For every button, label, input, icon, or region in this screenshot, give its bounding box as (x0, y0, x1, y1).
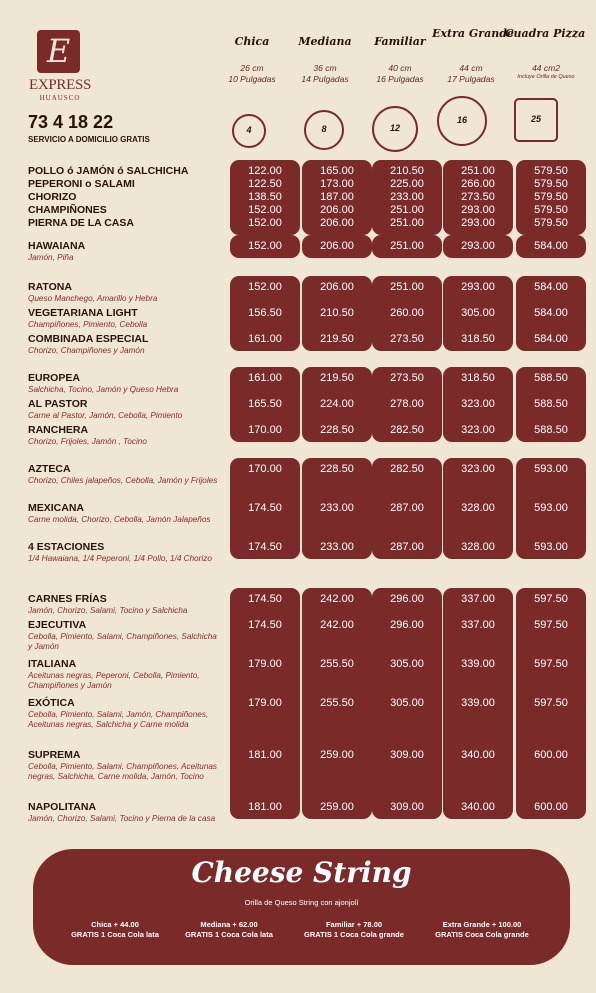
pizza-ingredients: Cebolla, Pimiento, Salami, Champiñones, Salchicha y Jamón (28, 632, 217, 651)
price-value: 579.50 (534, 178, 568, 190)
price-value: 584.00 (534, 307, 568, 319)
price-value: 339.00 (461, 697, 495, 709)
price-value: 224.00 (320, 398, 354, 410)
price-value: 588.50 (534, 424, 568, 436)
price-value: 273.50 (390, 333, 424, 345)
price-value: 600.00 (534, 749, 568, 761)
pizza-ingredients: Carne al Pastor, Jamón, Cebolla, Pimiento (28, 411, 183, 420)
pizza-name: MEXICANA (28, 502, 85, 514)
price-value: 588.50 (534, 398, 568, 410)
price-value: 282.50 (390, 424, 424, 436)
price-value: 328.00 (461, 541, 495, 553)
price-value: 337.00 (461, 593, 495, 605)
price-value: 296.00 (390, 619, 424, 631)
price-value: 318.50 (461, 372, 495, 384)
phone-number: 73 4 18 22 (28, 112, 114, 132)
pizza-name: POLLO ó JAMÓN ó SALCHICHA (28, 165, 189, 177)
price-value: 174.50 (248, 593, 282, 605)
price-value: 584.00 (534, 333, 568, 345)
size-dims-familiar: 40 cm 16 Pulgadas (376, 63, 424, 84)
pizza-slices-icon: 16 (437, 96, 487, 146)
pizza-name: RANCHERA (28, 424, 89, 436)
price-value: 305.00 (390, 658, 424, 670)
price-value: 210.50 (320, 307, 354, 319)
pizza-ingredients: Chorizo, Champiñones y Jamón (28, 346, 145, 355)
price-value: 309.00 (390, 749, 424, 761)
price-value: 273.50 (461, 191, 495, 203)
price-value: 593.00 (534, 502, 568, 514)
delivery-service: SERVICIO A DOMICILIO GRATIS (28, 135, 150, 144)
pizza-slices-icon: 8 (304, 110, 344, 150)
pizza-name: EUROPEA (28, 372, 80, 384)
pizza-name: AZTECA (28, 463, 71, 475)
price-value: 328.00 (461, 502, 495, 514)
price-value: 287.00 (390, 541, 424, 553)
pizza-name: CARNES FRÍAS (28, 593, 107, 605)
price-value: 179.00 (248, 697, 282, 709)
price-value: 219.50 (320, 333, 354, 345)
pizza-name: CHAMPIÑONES (28, 204, 107, 216)
price-value: 170.00 (248, 463, 282, 475)
price-value: 161.00 (248, 333, 282, 345)
price-value: 228.50 (320, 463, 354, 475)
pizza-name: EJECUTIVA (28, 619, 87, 631)
pizza-name: COMBINADA ESPECIAL (28, 333, 149, 345)
price-value: 165.00 (320, 165, 354, 177)
price-value: 179.00 (248, 658, 282, 670)
price-value: 225.00 (390, 178, 424, 190)
price-value: 233.00 (320, 541, 354, 553)
price-value: 323.00 (461, 463, 495, 475)
price-value: 206.00 (320, 217, 354, 229)
price-value: 323.00 (461, 398, 495, 410)
cheese-option-familiar: Familiar + 78.00 GRATIS 1 Coca Cola grande (304, 920, 404, 939)
square-pizza-icon: 25 (514, 98, 558, 142)
pizza-name: VEGETARIANA LIGHT (28, 307, 138, 319)
pizza-ingredients: Champiñones, Pimiento, Cebolla (28, 320, 148, 329)
price-value: 259.00 (320, 749, 354, 761)
price-value: 152.00 (248, 217, 282, 229)
price-value: 293.00 (461, 281, 495, 293)
brand-logo: E (37, 30, 80, 73)
price-value: 579.50 (534, 165, 568, 177)
price-value: 305.00 (461, 307, 495, 319)
pizza-name: ITALIANA (28, 658, 77, 670)
pizza-name: EXÓTICA (28, 697, 75, 709)
pizza-name: HAWAIANA (28, 240, 86, 252)
pizza-name: 4 ESTACIONES (28, 541, 105, 553)
size-header-cuadra-pizza: Cuadra Pizza (504, 27, 586, 40)
size-dims-cuadra-pizza: 44 cm2 Incluye Orilla de Queso (517, 63, 575, 80)
price-value: 228.50 (320, 424, 354, 436)
price-value: 584.00 (534, 281, 568, 293)
pizza-name: CHORIZO (28, 191, 77, 203)
size-header-familiar: Familiar (374, 35, 426, 48)
size-header-mediana: Mediana (298, 35, 352, 48)
pizza-ingredients: Carne molida, Chorizo, Cebolla, Jamón Jalapeños (28, 515, 211, 524)
price-value: 339.00 (461, 658, 495, 670)
price-value: 266.00 (461, 178, 495, 190)
brand-subname: HUAUSCO (39, 94, 81, 102)
pizza-ingredients: Jamón, Piña (28, 253, 74, 262)
price-value: 138.50 (248, 191, 282, 203)
price-value: 588.50 (534, 372, 568, 384)
price-value: 309.00 (390, 801, 424, 813)
price-value: 337.00 (461, 619, 495, 631)
pizza-ingredients: 1/4 Hawaiana, 1/4 Peperoni, 1/4 Pollo, 1/4 Chorizo (28, 554, 212, 563)
size-header-extra-grande: Extra Grande (432, 27, 514, 40)
price-value: 593.00 (534, 541, 568, 553)
price-value: 251.00 (390, 217, 424, 229)
price-value: 251.00 (390, 281, 424, 293)
pizza-ingredients: Jamón, Chorizo, Salami, Tocino y Salchicha (28, 606, 188, 615)
cheese-option-chica: Chica + 44.00 GRATIS 1 Coca Cola lata (71, 920, 159, 939)
price-value: 293.00 (461, 204, 495, 216)
price-value: 282.50 (390, 463, 424, 475)
price-value: 293.00 (461, 217, 495, 229)
price-value: 597.50 (534, 619, 568, 631)
price-value: 174.50 (248, 502, 282, 514)
size-dims-extra-grande: 44 cm 17 Pulgadas (447, 63, 495, 84)
price-value: 152.00 (248, 204, 282, 216)
pizza-ingredients: Aceitunas negras, Peperoni, Cebolla, Pimiento, Champiñones y Jamón (28, 671, 200, 690)
price-value: 293.00 (461, 240, 495, 252)
price-value: 296.00 (390, 593, 424, 605)
pizza-name: PEPERONI o SALAMI (28, 178, 135, 190)
price-value: 273.50 (390, 372, 424, 384)
price-value: 278.00 (390, 398, 424, 410)
brand-name: EXPRESS (28, 77, 92, 93)
cheese-option-mediana: Mediana + 62.00 GRATIS 1 Coca Cola lata (185, 920, 273, 939)
price-value: 597.50 (534, 593, 568, 605)
price-value: 593.00 (534, 463, 568, 475)
price-value: 206.00 (320, 204, 354, 216)
price-value: 233.00 (390, 191, 424, 203)
price-value: 152.00 (248, 240, 282, 252)
cheese-string-title: Cheese String (191, 856, 412, 889)
size-dims-mediana: 36 cm 14 Pulgadas (301, 63, 349, 84)
price-value: 251.00 (390, 240, 424, 252)
price-value: 579.50 (534, 217, 568, 229)
price-value: 259.00 (320, 801, 354, 813)
price-value: 174.50 (248, 619, 282, 631)
price-value: 122.00 (248, 165, 282, 177)
size-dims-chica: 26 cm 10 Pulgadas (228, 63, 276, 84)
price-value: 170.00 (248, 424, 282, 436)
cheese-string-subtitle: Orilla de Queso String con ajonjolí (244, 898, 359, 907)
price-value: 242.00 (320, 593, 354, 605)
price-value: 122.50 (248, 178, 282, 190)
price-value: 165.50 (248, 398, 282, 410)
pizza-ingredients: Chorizo, Chiles jalapeños, Cebolla, Jamón y Frijoles (28, 476, 218, 485)
price-value: 181.00 (248, 749, 282, 761)
price-value: 579.50 (534, 191, 568, 203)
price-value: 260.00 (390, 307, 424, 319)
price-value: 210.50 (390, 165, 424, 177)
pizza-ingredients: Cebolla, Pimiento, Salami, Champiñones, Aceitunas negras, Salchicha, Carne molida, Jamón, Tocino (28, 762, 218, 781)
pizza-name: RATONA (28, 281, 72, 293)
cheese-option-extra-grande: Extra Grande + 100.00 GRATIS Coca Cola grande (435, 920, 529, 939)
price-value: 340.00 (461, 801, 495, 813)
price-value: 174.50 (248, 541, 282, 553)
price-value: 242.00 (320, 619, 354, 631)
price-value: 173.00 (320, 178, 354, 190)
price-value: 600.00 (534, 801, 568, 813)
price-value: 323.00 (461, 424, 495, 436)
price-value: 597.50 (534, 658, 568, 670)
pizza-name: PIERNA DE LA CASA (28, 217, 134, 229)
price-value: 251.00 (390, 204, 424, 216)
pizza-ingredients: Chorizo, Frijoles, Jamón , Tocino (28, 437, 147, 446)
price-value: 318.50 (461, 333, 495, 345)
price-value: 584.00 (534, 240, 568, 252)
price-value: 156.50 (248, 307, 282, 319)
price-value: 340.00 (461, 749, 495, 761)
pizza-name: AL PASTOR (28, 398, 88, 410)
price-value: 206.00 (320, 240, 354, 252)
price-value: 597.50 (534, 697, 568, 709)
price-value: 152.00 (248, 281, 282, 293)
price-value: 181.00 (248, 801, 282, 813)
pizza-ingredients: Jamón, Chorizo, Salami, Tocino y Pierna de la casa (28, 814, 216, 823)
pizza-ingredients: Queso Manchego, Amarillo y Hebra (28, 294, 158, 303)
pizza-ingredients: Cebolla, Pimiento, Salami, Jamón, Champiñones, Aceitunas negras, Salchicha y Carne molida (28, 710, 209, 729)
pizza-slices-icon: 12 (372, 106, 418, 152)
size-header-chica: Chica (234, 35, 270, 48)
price-value: 255.50 (320, 658, 354, 670)
price-value: 233.00 (320, 502, 354, 514)
price-value: 219.50 (320, 372, 354, 384)
price-value: 206.00 (320, 281, 354, 293)
pizza-name: NAPOLITANA (28, 801, 97, 813)
pizza-ingredients: Salchicha, Tocino, Jamón y Queso Hebra (28, 385, 179, 394)
price-value: 161.00 (248, 372, 282, 384)
price-value: 187.00 (320, 191, 354, 203)
price-value: 251.00 (461, 165, 495, 177)
pizza-name: SUPREMA (28, 749, 81, 761)
price-value: 255.50 (320, 697, 354, 709)
price-value: 287.00 (390, 502, 424, 514)
price-value: 305.00 (390, 697, 424, 709)
price-value: 579.50 (534, 204, 568, 216)
pizza-slices-icon: 4 (232, 114, 266, 148)
